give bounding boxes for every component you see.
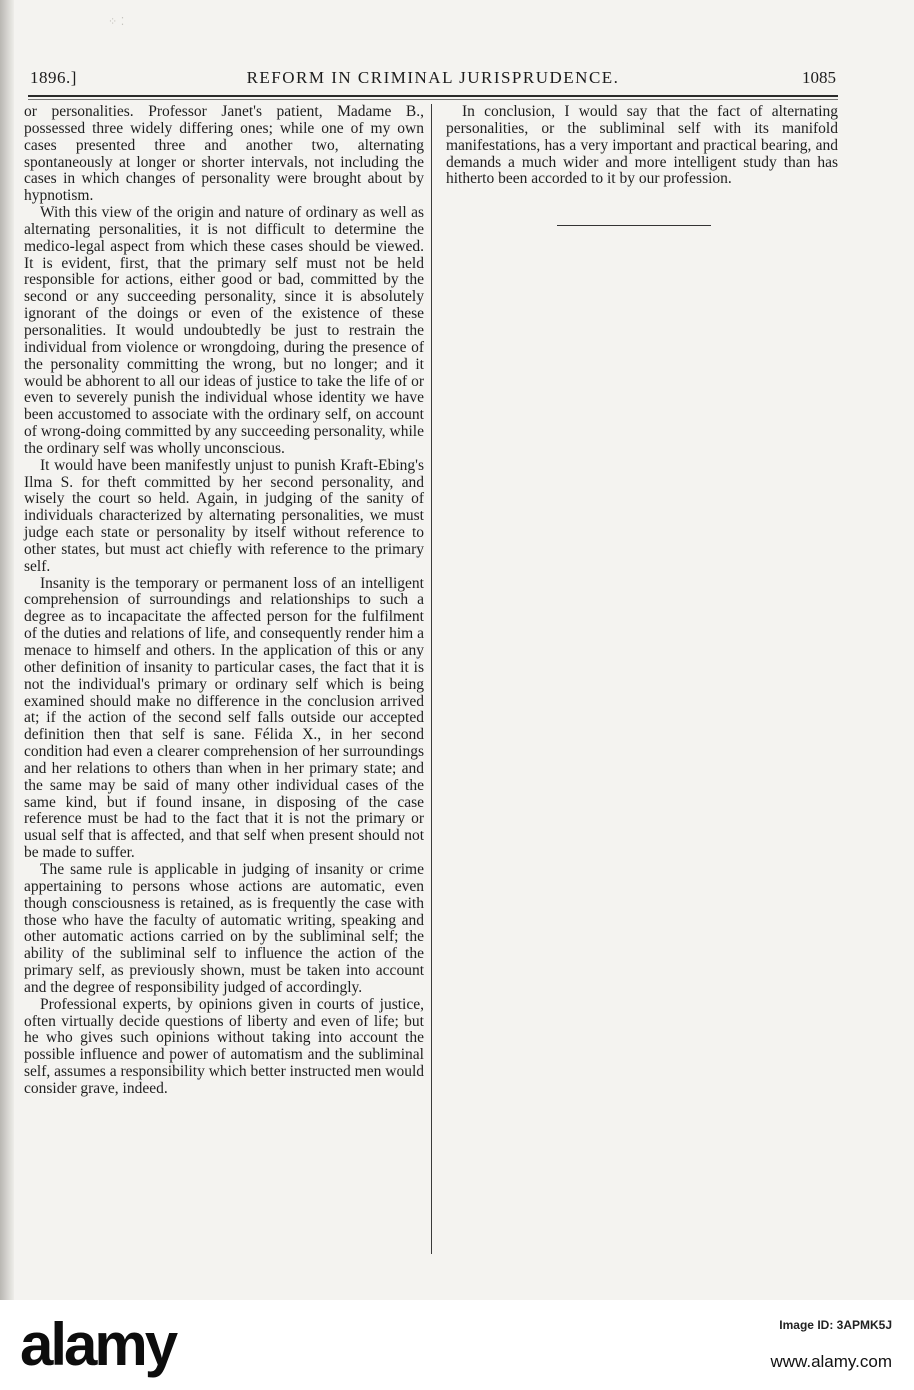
gutter-shadow <box>0 0 14 1300</box>
running-head-year: 1896.] <box>30 68 77 87</box>
left-column <box>24 104 424 1098</box>
page-number: 1085 <box>802 68 836 87</box>
ink-bleed-mark: ⁘ ⁚ <box>108 15 125 28</box>
header-rule-thin <box>28 99 838 100</box>
right-column <box>446 104 838 188</box>
running-head-title: REFORM IN CRIMINAL JURISPRUDENCE. <box>246 68 620 87</box>
paragraph: It would have been manifestly unjust to punish Kraft-Ebing's Ilma S. for theft committed by her second personality, and wisely the court so held. Again, in judging of the sanity of individuals characterized by alternating personalities, we must judge each state or personality by itself without reference to other states, but must act chiefly with reference to the primary self. <box>24 456 424 575</box>
watermark-url: www.alamy.com <box>770 1352 892 1371</box>
paragraph: With this view of the origin and nature of ordinary as well as alternating personalities, it is not difficult to determine the medico-legal aspect from which these cases should be viewed. It is evident, first, that the primary self must not be held responsible for actions, either good or bad, committed by the second or any succeeding personality, since it is absolutely ignorant of the doings or even of the existence of these personalities. It would undoubtedly be just to restrain the individual from violence or wrongdoing, during the presence of the personality committing the wrong, but no longer; and it would be abhorent to all our ideas of justice to take the life of or even to severely punish the individual whose identity we have been accustomed to associate with the ordinary self, on account of wrong-doing committed by any succeeding personality, while the ordinary self was wholly unconscious. <box>24 204 424 457</box>
alamy-logo: alamy <box>20 1311 176 1378</box>
image-id: Image ID: 3APMK5J <box>779 1318 892 1332</box>
paragraph: or personalities. Professor Janet's patient, Madame B., possessed three widely differing ones; while one of my own cases presented three and another two, alternating spontaneously at longer or shorter intervals, not including the cases in which changes of personality were brought about by hypnotism. <box>24 103 424 205</box>
header-rule <box>28 95 838 97</box>
paragraph: Professional experts, by opinions given in courts of justice, often virtually decide questions of liberty and even of life; but he who gives such opinions without taking into account the possible influence and power of automatism and the subliminal self, assumes a responsibility which better instructed men would consider grave, indeed. <box>24 995 424 1097</box>
watermark-band <box>0 1300 914 1390</box>
paragraph: The same rule is applicable in judging of insanity or crime appertaining to persons whose actions are automatic, even though consciousness is retained, as is frequently the case with those who have the faculty of automatic writing, speaking and other automatic actions carried on by the subliminal self; the ability of the subliminal self to influence the action of the primary self, as previously shown, must be taken into account and the degree of responsibility judged of accordingly. <box>24 860 424 996</box>
running-head <box>30 68 836 90</box>
column-divider <box>431 104 432 1254</box>
paragraph: Insanity is the temporary or permanent loss of an intelligent comprehension of surroundings and relationships to such a degree as to incapacitate the affected person for the fulfilment of the duties and relations of life, and consequently render him a menace to himself and others. In the application of this or any other definition of insanity to particular cases, the fact that it is not the individual's primary or ordinary self which is being examined should make no difference in the conclusion arrived at; if the action of the second self falls outside our accepted definition then that self is sane. Félida X., in her second condition had even a clearer comprehension of her surroundings and her relations to others than when in her primary state; and the same may be said of many other individual cases of the same kind, but if found insane, in disposing of the case reference must be had to the fact that it is not the primary or usual self that is affected, and that self when present should not be made to suffer. <box>24 574 424 862</box>
end-of-article-rule <box>557 225 711 226</box>
paragraph: In conclusion, I would say that the fact of alternating personalities, or the subliminal self with its manifold manifestations, has a very important and practical bearing, and demands a much wider and more intelligent study than has hitherto been accorded to it by our profession. <box>446 103 838 188</box>
